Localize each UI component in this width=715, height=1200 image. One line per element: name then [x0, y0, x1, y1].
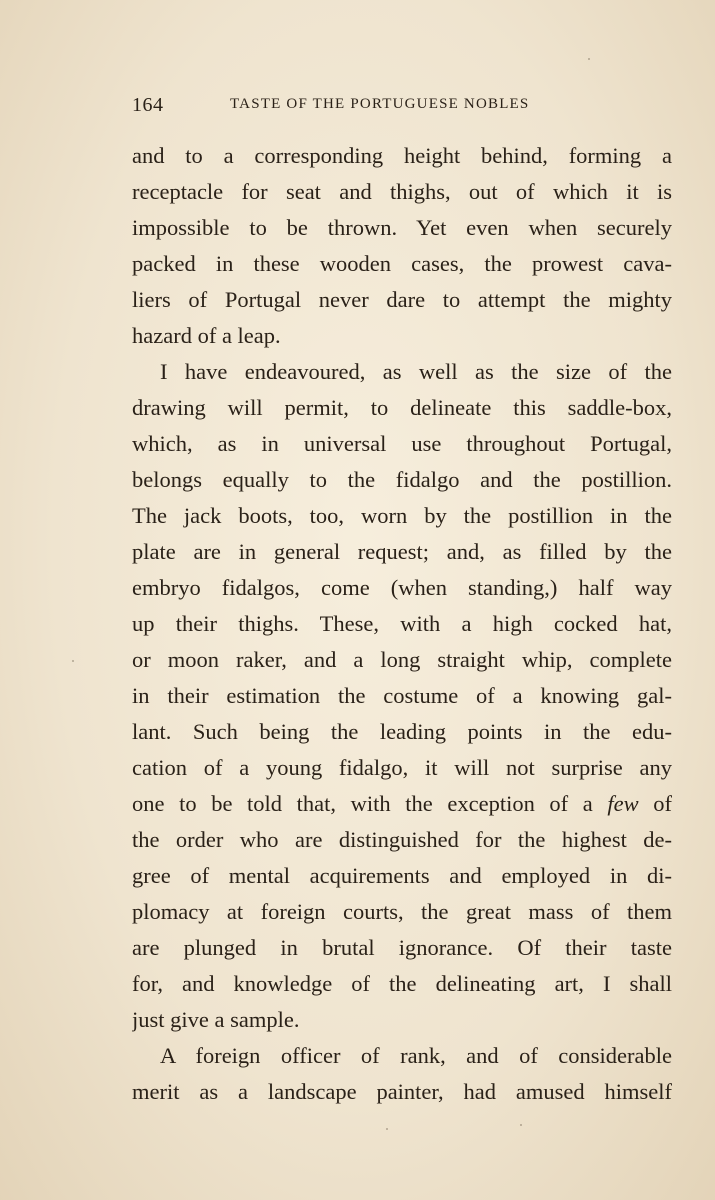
- text-line: drawing will permit, to delineate this saddle-box,: [132, 395, 672, 420]
- text-line: merit as a landscape painter, had amused himself: [132, 1079, 672, 1104]
- text-line: or moon raker, and a long straight whip, complete: [132, 647, 672, 672]
- text-line: belongs equally to the fidalgo and the postillion.: [132, 467, 672, 492]
- paper-speck: [520, 1124, 522, 1126]
- text-line: receptacle for seat and thighs, out of which it is: [132, 179, 672, 204]
- text-line: packed in these wooden cases, the prowest cava-: [132, 251, 672, 276]
- text-line: gree of mental acquirements and employed in di-: [132, 863, 672, 888]
- paper-speck: [386, 1128, 388, 1130]
- text-line: lant. Such being the leading points in the edu-: [132, 719, 672, 744]
- text-line: and to a corresponding height behind, forming a: [132, 143, 672, 168]
- paper-speck: [72, 660, 74, 662]
- text-line: hazard of a leap.: [132, 323, 281, 348]
- text-line: in their estimation the costume of a knowing gal-: [132, 683, 672, 708]
- text-line: cation of a young fidalgo, it will not surprise any: [132, 755, 672, 780]
- text-line: I have endeavoured, as well as the size of the: [160, 359, 672, 384]
- text-line: A foreign officer of rank, and of considerable: [160, 1043, 672, 1068]
- text-line: are plunged in brutal ignorance. Of their taste: [132, 935, 672, 960]
- text-line: impossible to be thrown. Yet even when securely: [132, 215, 672, 240]
- text-segment: of: [638, 791, 672, 816]
- text-line: embryo fidalgos, come (when standing,) half way: [132, 575, 672, 600]
- running-head: [132, 94, 572, 118]
- paper-speck: [588, 58, 590, 60]
- text-line: which, as in universal use throughout Portugal,: [132, 431, 672, 456]
- body-text: [132, 138, 672, 1110]
- text-line: liers of Portugal never dare to attempt the mighty: [132, 287, 672, 312]
- text-line-with-emphasis: [132, 786, 672, 822]
- text-line: the order who are distinguished for the highest de-: [132, 827, 672, 852]
- text-line: plate are in general request; and, as filled by the: [132, 539, 672, 564]
- text-line: The jack boots, too, worn by the postillion in the: [132, 503, 672, 528]
- text-line: just give a sample.: [132, 1007, 300, 1032]
- text-line: for, and knowledge of the delineating art, I shall: [132, 971, 672, 996]
- text-line: up their thighs. These, with a high cocked hat,: [132, 611, 672, 636]
- page-number: 164: [132, 94, 164, 116]
- text-segment: one to be told that, with the exception of a: [132, 791, 608, 816]
- running-title: TASTE OF THE PORTUGUESE NOBLES: [230, 96, 530, 112]
- text-line: plomacy at foreign courts, the great mass of them: [132, 899, 672, 924]
- emphasized-word: few: [607, 791, 639, 816]
